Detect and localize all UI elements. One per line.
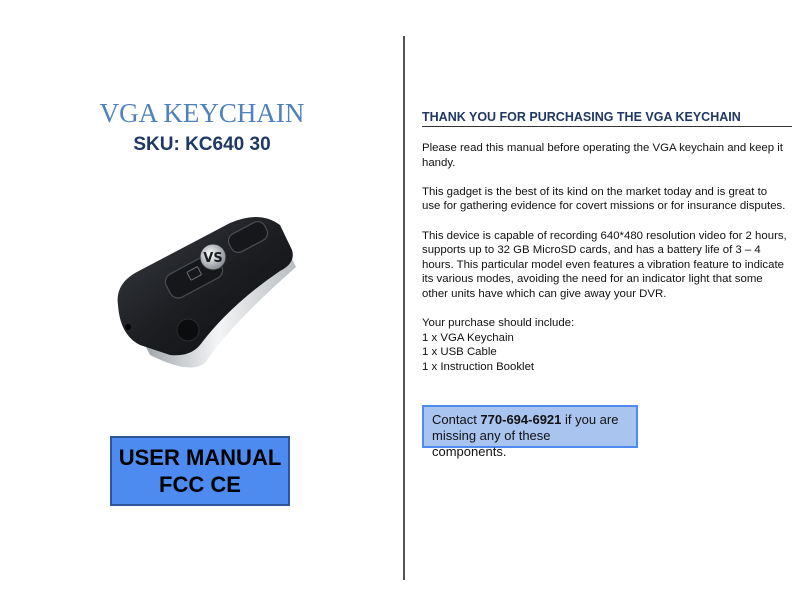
section-heading: THANK YOU FOR PURCHASING THE VGA KEYCHAIN — [422, 110, 792, 127]
contact-suffix: if you are missing any of these components. — [432, 412, 619, 459]
key-ring-hole — [177, 319, 199, 341]
user-manual-box — [110, 436, 290, 506]
product-title: VGA KEYCHAIN — [99, 98, 305, 128]
sku-label: SKU: KC640 30 — [133, 134, 271, 155]
list-item: 1 x Instruction Booklet — [422, 360, 535, 373]
manual-line-2: FCC CE — [159, 472, 241, 497]
lens-hole — [125, 324, 131, 330]
logo-mark: VS — [203, 251, 223, 266]
list-item: 1 x USB Cable — [422, 346, 497, 359]
contact-prefix: Contact — [432, 412, 481, 427]
contact-box — [422, 405, 638, 459]
manual-line-1: USER MANUAL — [118, 445, 282, 470]
keychain-photo — [110, 205, 300, 375]
paragraph-specs: This device is capable of recording 640*480 resolution video for 2 hours, supports up to 32 GB MicroSD cards, and has a battery life of 3 – 4 hours. This particular model even features a vibration feature to indicate its various modes, avoiding the need for an indicator light that some other units have which can give away your DVR. — [422, 229, 787, 300]
paragraph-intro: Please read this manual before operating the VGA keychain and keep it handy. — [422, 142, 783, 169]
page-divider — [403, 36, 405, 580]
body-text — [422, 141, 787, 375]
contact-phone: 770-694-6921 — [480, 412, 562, 427]
contents-list — [422, 316, 787, 374]
paragraph-gadget: This gadget is the best of its kind on the market today and is great to use for gathering evidence for covert missions or for insurance disputes. — [422, 185, 786, 213]
contents-intro: Your purchase should include: — [422, 317, 575, 330]
list-item: 1 x VGA Keychain — [422, 331, 514, 344]
